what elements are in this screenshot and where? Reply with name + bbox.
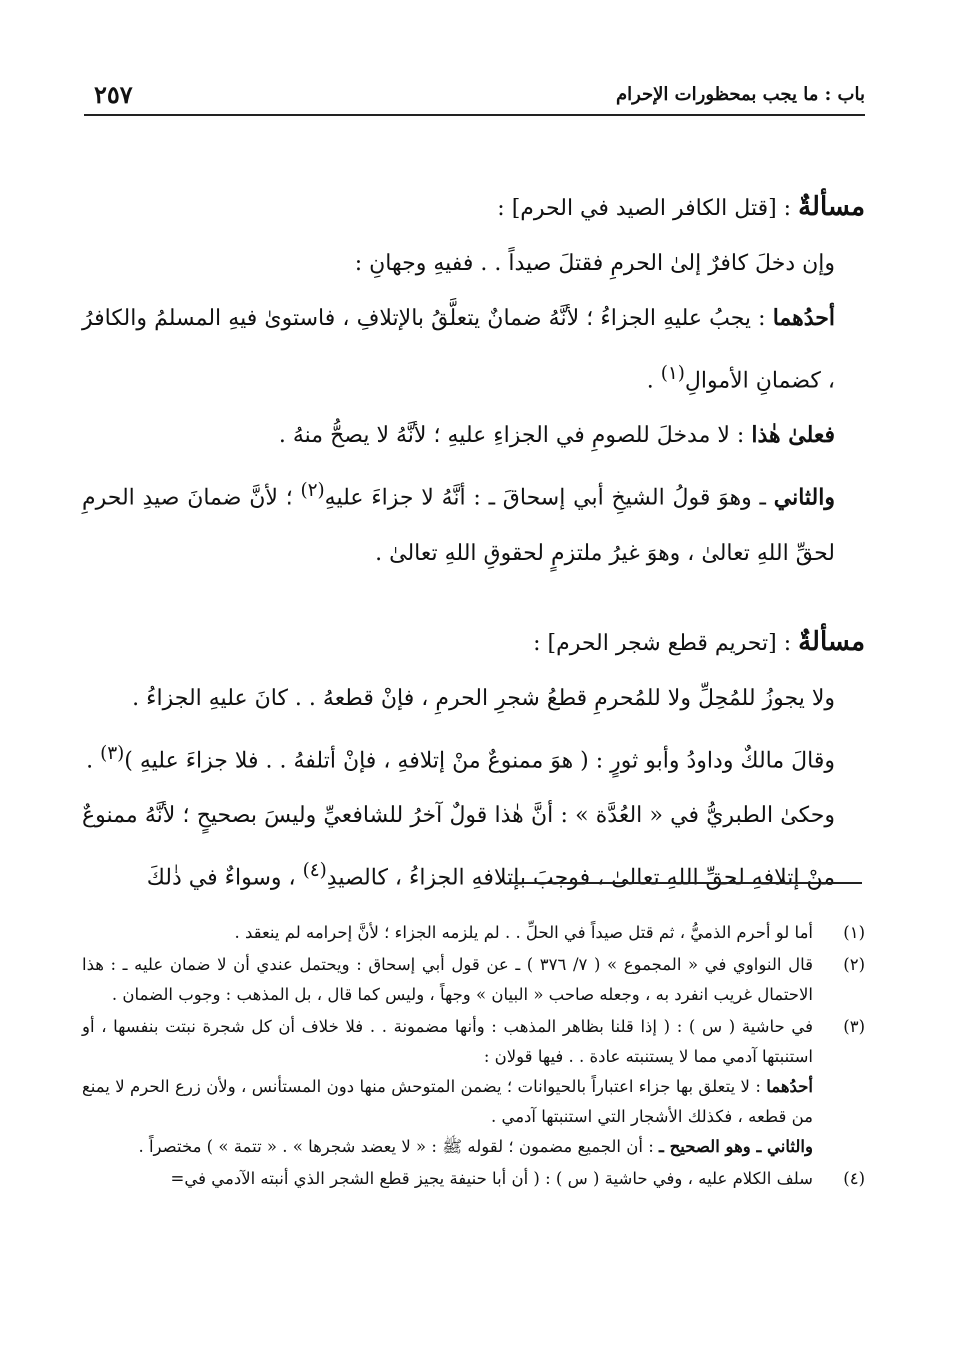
paragraph-text: : يجبُ عليهِ الجزاءُ ؛ لأنَّهُ ضمانٌ يتعلَّقُ بالإتلافِ ، فاستوىٰ فيهِ المسلمُ والكافرُ ، كضمانِ الأموالِ: [82, 306, 835, 394]
paragraph-text: وحكىٰ الطبريُّ في « العُدَّة » : أنَّ هٰذا قولٌ آخرُ للشافعيِّ وليسَ بصحيحٍ ؛ لأنَّهُ ممنوعٌ منْ إتلافهِ لحقِّ اللهِ تعالىٰ ، فوجبَ بإتلافهِ الجزاءُ ، كالصيدِ: [82, 802, 835, 891]
paragraph: [82, 463, 865, 580]
footnote-subtext: : أن الجميع مضمون ؛ لقوله ﷺ : « لا يعضد شجرها » . « تتمة » ) مختصراً .: [138, 1137, 660, 1156]
paragraph-lead: فعلىٰ هٰذا: [751, 422, 835, 449]
issue-title: : [قتل الكافر الصيد في الحرم] :: [497, 196, 799, 221]
paragraph-text: : لا مدخلَ للصومِ في الجزاءِ عليهِ ؛ لأنَّهُ لا يصحُّ منهُ .: [278, 423, 752, 449]
paragraph-text: ولا يجوزُ للمُحِلِّ ولا للمُحرمِ قطعُ شجرِ الحرمِ ، فإنْ قطعهُ . . كانَ عليهِ الجزاءُ .: [132, 685, 835, 711]
page-number: ٢٥٧: [94, 80, 133, 109]
footnote-subtext: : لا يتعلق بها جزاء اعتباراً بالحيوانات ؛ يضمن المتوحش منها دون المستأنس ، ولأن زرع الحرم لا يمنع من قطعه ، فكذلك الأشجار التي استنبتها آدمي .: [82, 1077, 813, 1126]
footnote-text: سلف الكلام عليه ، وفي حاشية ( س ) : ( أن أبا حنيفة يجيز قطع الشجر الذي أنبته الآدمي في=: [170, 1169, 813, 1188]
paragraph: [82, 408, 865, 463]
footnote: [82, 950, 865, 1010]
chapter-title: باب : ما يجب بمحظورات الإحرام: [615, 84, 865, 105]
footnote-text: في حاشية ( س ) : ( إذا قلنا بظاهر المذهب : وأنها مضمونة . . فلا خلاف أن كل شجرة نبتت بنفسها ، أو استنبتها آدمي مما لا يستنبته عادة . . فيها قولان :: [82, 1017, 813, 1066]
footnote-text: قال النواوي في « المجموع » ( ٧/ ٣٧٦ ) ـ عن قول أبي إسحاق : ويحتمل عندي أن لا ضمان عليه ـ : هذا الاحتمال غريب انفرد به ، وجعله صاحب « البيان » وجهاً ، وليس كما قال ، بل المذهب : وجوب الضمان .: [82, 955, 813, 1004]
footnote-text: أما لو أحرم الذميُّ ، ثم قتل صيداً في الحلِّ . . لم يلزمه الجزاء ؛ لأنَّ إحرامه لم ينعقد .: [234, 923, 813, 942]
footnote-ref[interactable]: (٢): [300, 480, 325, 502]
footnote-ref[interactable]: (٣): [100, 742, 125, 764]
footnote-number: (٤): [843, 1169, 865, 1188]
paragraph: [82, 671, 865, 726]
section-heading: [82, 615, 865, 671]
issue-label: مسألةٌ: [798, 626, 865, 657]
paragraph-end: .: [86, 747, 101, 773]
paragraph-text: وقالَ مالكٌ وداودُ وأبو ثورٍ : ( هوَ ممنوعٌ منْ إتلافهِ ، فإنْ أتلفهُ . . فلا جزاءَ عليهِ ): [124, 747, 835, 773]
paragraph: [82, 236, 865, 291]
footnotes: [82, 918, 865, 1196]
footnote-number: (١): [843, 923, 865, 942]
paragraph-text: وإن دخلَ كافرٌ إلىٰ الحرمِ فقتلَ صيداً . . ففيهِ وجهانِ :: [354, 251, 835, 276]
footnote: [82, 918, 865, 948]
running-header: [84, 78, 865, 116]
footnote-ref[interactable]: (١): [660, 363, 685, 384]
main-text: [82, 180, 865, 905]
footnote-separator: [508, 882, 862, 884]
paragraph-text: ـ وهوَ قولُ الشيخِ أبي إسحاقَ ـ : أنَّهُ لا جزاءَ عليهِ: [324, 485, 774, 511]
footnote: [82, 1164, 865, 1194]
issue-title: : [تحريم قطع شجر الحرم] :: [533, 630, 799, 656]
footnote-subparagraph: [82, 1132, 813, 1162]
section-gap: [82, 581, 865, 615]
footnote-number: (٣): [843, 1017, 865, 1036]
paragraph: [82, 788, 865, 905]
footnote-lead: والثاني ـ وهو الصحيح ـ: [659, 1137, 813, 1156]
footnote-number: (٢): [843, 955, 865, 974]
paragraph-text-rest: ، وسواءٌ في ذٰلكَ: [146, 865, 303, 891]
footnote-subparagraph: [82, 1072, 813, 1132]
section-heading: [82, 180, 865, 236]
paragraph-lead: والثاني: [773, 484, 835, 511]
paragraph: [82, 291, 865, 408]
footnote: [82, 1012, 865, 1162]
footnote-lead: أحدُهما: [766, 1077, 813, 1096]
paragraph: [82, 726, 865, 788]
paragraph-text-rest: ؛ لأنَّ ضمانَ صيدِ الحرمِ لحقِّ اللهِ تعالىٰ ، وهوَ غيرُ ملتزمٍ لحقوقِ اللهِ تعالىٰ .: [82, 485, 835, 566]
paragraph-end: .: [646, 368, 661, 394]
issue-label: مسألةٌ: [798, 192, 865, 222]
paragraph-lead: أحدُهما: [772, 305, 835, 331]
footnote-ref[interactable]: (٤): [302, 859, 327, 881]
